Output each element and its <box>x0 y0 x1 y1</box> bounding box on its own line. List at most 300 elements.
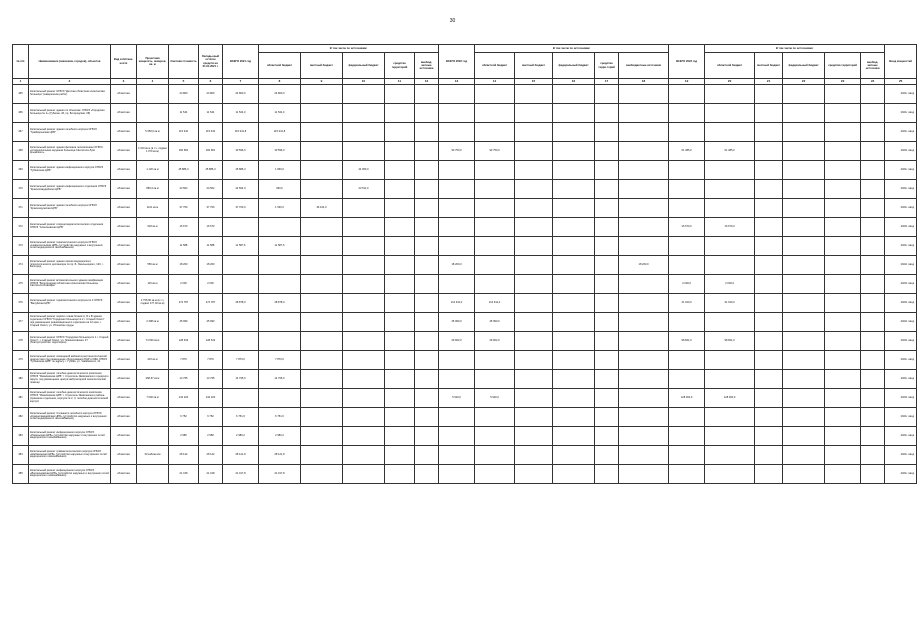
value-l21 <box>301 237 343 256</box>
table-row <box>13 237 917 256</box>
value-f22 <box>553 199 595 218</box>
commissioning-term: 2023г. ввод <box>885 294 917 313</box>
value-tr21 <box>385 427 415 446</box>
value-r22: 29 822,0 <box>475 332 515 351</box>
value-l22 <box>515 180 553 199</box>
value-t22 <box>439 237 475 256</box>
value-r23 <box>705 446 755 465</box>
value-r21: 28 878,0 <box>259 294 301 313</box>
column-number: 17 <box>595 79 619 85</box>
value-nb23 <box>861 427 885 446</box>
value-tr23 <box>825 275 861 294</box>
value-tr23 <box>825 446 861 465</box>
value-l22 <box>515 142 553 161</box>
value-r21: 14 765,0 <box>259 370 301 389</box>
value-t21 <box>223 256 259 275</box>
estimated-cost: 11 588 <box>169 237 199 256</box>
value-nb21 <box>415 389 439 408</box>
value-tr22 <box>595 351 619 370</box>
value-f21 <box>343 465 385 484</box>
table-row <box>13 161 917 180</box>
value-nb22 <box>619 104 669 123</box>
value-t21: 11 544,0 <box>223 104 259 123</box>
value-f22 <box>553 123 595 142</box>
value-f22 <box>553 275 595 294</box>
budget-balance: 14 765 <box>199 370 223 389</box>
value-f23 <box>783 104 825 123</box>
value-f22 <box>553 180 595 199</box>
value-r21 <box>259 275 301 294</box>
value-nb22 <box>619 313 669 332</box>
column-number: 2 <box>29 79 111 85</box>
value-l21 <box>301 218 343 237</box>
commissioning-term: 2021г. ввод <box>885 408 917 427</box>
value-t22 <box>439 199 475 218</box>
value-tr22 <box>595 199 619 218</box>
estimated-cost: 21 018 <box>169 465 199 484</box>
column-number: 6 <box>199 79 223 85</box>
budget-balance: 24 800 <box>199 85 223 104</box>
value-l23 <box>755 237 783 256</box>
object-name: Капитальный ремонт здания инфекционного отделения ОГБУЗ "Красногвардейская ЦРБ" <box>29 180 111 199</box>
row-number: 472 <box>13 218 29 237</box>
estimated-cost: 128 643 <box>169 332 199 351</box>
value-l21 <box>301 332 343 351</box>
value-l21 <box>301 85 343 104</box>
value-tr22 <box>595 218 619 237</box>
value-f23 <box>783 123 825 142</box>
value-tr21 <box>385 446 415 465</box>
value-r21: 30 596,0 <box>259 142 301 161</box>
value-nb21 <box>415 370 439 389</box>
column-number: 19 <box>669 79 705 85</box>
value-nb23 <box>861 275 885 294</box>
value-r21 <box>259 389 301 408</box>
value-tr23 <box>825 351 861 370</box>
value-tr22 <box>595 161 619 180</box>
estimated-cost: 28 122 <box>169 446 199 465</box>
value-nb22 <box>619 180 669 199</box>
value-nb22 <box>619 332 669 351</box>
value-tr22 <box>595 446 619 465</box>
capacity: 1 120 кв.м <box>137 161 169 180</box>
value-f22 <box>553 351 595 370</box>
value-r23 <box>705 161 755 180</box>
value-t23 <box>669 161 705 180</box>
value-tr22 <box>595 85 619 104</box>
value-f23 <box>783 446 825 465</box>
value-nb21 <box>415 332 439 351</box>
commissioning-term: 2021г. ввод <box>885 237 917 256</box>
object-name: Капитальный ремонт здания по объектам: ОГБУЗ «Городская больница № 2» (Губкина, 46, пр. Богородская, 68) <box>29 104 111 123</box>
capacity: 2 398 кв.м <box>137 313 169 332</box>
value-nb21 <box>415 85 439 104</box>
value-t21 <box>223 275 259 294</box>
value-tr23 <box>825 332 861 351</box>
ownership-type: областная <box>111 275 137 294</box>
value-t23: 31 910,0 <box>669 294 705 313</box>
value-tr23 <box>825 370 861 389</box>
row-number: 480 <box>13 370 29 389</box>
budget-balance: 134 220 <box>199 389 223 408</box>
budget-balance: 21 018 <box>199 465 223 484</box>
column-number: 13 <box>439 79 475 85</box>
commissioning-term: 2021г. ввод <box>885 370 917 389</box>
value-r21: 11 587,6 <box>259 237 301 256</box>
value-l23 <box>755 161 783 180</box>
commissioning-term: 2021г. ввод <box>885 104 917 123</box>
value-f21 <box>343 294 385 313</box>
value-t23 <box>669 427 705 446</box>
value-nb21 <box>415 256 439 275</box>
estimated-cost: 24 504 <box>169 180 199 199</box>
commissioning-term: 2021г. ввод <box>885 351 917 370</box>
value-f23 <box>783 256 825 275</box>
value-nb21 <box>415 142 439 161</box>
estimated-cost: 11 544 <box>169 104 199 123</box>
object-name: Капитальный ремонт лечебно-диагностического комплекса ОГБУЗ "Яковлевская ЦРБ" г. Строитель Яковлевского городского округа, под размещение центра амбулаторной онкологической помощи <box>29 370 111 389</box>
ownership-type: областная <box>111 389 137 408</box>
value-tr23 <box>825 389 861 408</box>
table-body <box>13 85 917 484</box>
column-number: 5 <box>169 79 199 85</box>
value-r23 <box>705 256 755 275</box>
capacity <box>137 465 169 484</box>
value-l22 <box>515 389 553 408</box>
value-tr22 <box>595 142 619 161</box>
table-row <box>13 370 917 389</box>
estimated-cost: 16 670 <box>169 218 199 237</box>
value-r23 <box>705 85 755 104</box>
value-nb22: 18 200,0 <box>619 256 669 275</box>
value-l23 <box>755 256 783 275</box>
estimated-cost: 14 765 <box>169 370 199 389</box>
value-t22 <box>439 123 475 142</box>
value-l22 <box>515 199 553 218</box>
value-f22 <box>553 104 595 123</box>
column-number: 23 <box>825 79 861 85</box>
value-t23 <box>669 180 705 199</box>
table-row <box>13 389 917 408</box>
commissioning-term: 2021г. ввод <box>885 199 917 218</box>
value-f21 <box>343 370 385 389</box>
value-l23 <box>755 123 783 142</box>
value-l22 <box>515 123 553 142</box>
object-name: Капитальный ремонт инфекционного корпуса ОГБУЗ «Волоконовская ЦРБ» (устройство наружных и внутренних сетей медицинского газоснабжения) <box>29 465 111 484</box>
value-t22 <box>439 85 475 104</box>
value-t21: 45 886,3 <box>223 161 259 180</box>
group-sources-2021: В том числе по источникам: <box>259 45 439 53</box>
value-nb22 <box>619 465 669 484</box>
value-nb23 <box>861 237 885 256</box>
src-nonbudget-2021: внебюд-жетные источники <box>415 53 439 79</box>
value-nb22 <box>619 446 669 465</box>
row-number: 476 <box>13 294 29 313</box>
value-nb21 <box>415 446 439 465</box>
capacity: 215 кв.м <box>137 351 169 370</box>
value-r23 <box>705 199 755 218</box>
table-row <box>13 313 917 332</box>
value-l22 <box>515 446 553 465</box>
value-r21: 1 536,0 <box>259 199 301 218</box>
value-nb22 <box>619 275 669 294</box>
value-t23 <box>669 465 705 484</box>
value-t22: 18 200,0 <box>439 256 475 275</box>
col-term: Ввод мощностей <box>885 45 917 79</box>
object-name: Капитальный ремонт первого этажа блоков А, Б и В здания отделения ОГБУЗ "Городская больница № 2 г. Старый Оскол" под размещение реанимационного отделения на 12 коек, г. Старый Оскол, ул. Ублинские пруды <box>29 313 111 332</box>
capacity: 618 кв.м <box>137 218 169 237</box>
table-row <box>13 332 917 351</box>
value-r23: 128 300,0 <box>705 389 755 408</box>
row-number: 477 <box>13 313 29 332</box>
value-tr23 <box>825 180 861 199</box>
value-l22 <box>515 351 553 370</box>
value-tr23 <box>825 408 861 427</box>
ownership-type: областная <box>111 237 137 256</box>
table-row <box>13 85 917 104</box>
col-name: Наименование (заказчика, городов), объектов <box>29 45 111 79</box>
value-f23 <box>783 161 825 180</box>
group-sources-2023: В том числе по источникам: <box>705 45 885 53</box>
value-nb21 <box>415 465 439 484</box>
value-l23 <box>755 199 783 218</box>
budget-balance: 2 000 <box>199 275 223 294</box>
value-t22: 90 750,0 <box>439 142 475 161</box>
value-f22 <box>553 218 595 237</box>
value-f23 <box>783 465 825 484</box>
budget-balance: 24 504 <box>199 180 223 199</box>
value-f22 <box>553 465 595 484</box>
value-tr22 <box>595 256 619 275</box>
value-nb22 <box>619 389 669 408</box>
value-t21: 28 121,8 <box>223 446 259 465</box>
table-row <box>13 142 917 161</box>
value-nb21 <box>415 313 439 332</box>
value-nb23 <box>861 142 885 161</box>
row-number: 467 <box>13 123 29 142</box>
value-r23 <box>705 237 755 256</box>
value-nb21 <box>415 427 439 446</box>
table-row <box>13 294 917 313</box>
value-t22 <box>439 218 475 237</box>
col-capacity: Проектная мощность, номеров, кв. м <box>137 45 169 79</box>
col-estimate: Сметная стоимость <box>169 45 199 79</box>
value-r21: 2 980,2 <box>259 427 301 446</box>
column-number: 21 <box>755 79 783 85</box>
value-t22 <box>439 104 475 123</box>
value-l23 <box>755 313 783 332</box>
value-r23: 2 000,0 <box>705 275 755 294</box>
value-r21: 21 017,8 <box>259 465 301 484</box>
value-l21 <box>301 180 343 199</box>
value-f21 <box>343 237 385 256</box>
value-t22 <box>439 370 475 389</box>
value-tr22 <box>595 275 619 294</box>
value-r21: 28 121,8 <box>259 446 301 465</box>
col-total-2023: ВСЕГО 2023 год <box>669 45 705 79</box>
budget-balance: 115 342 <box>199 123 223 142</box>
value-f22 <box>553 237 595 256</box>
value-nb23 <box>861 180 885 199</box>
value-l23 <box>755 427 783 446</box>
value-f22 <box>553 332 595 351</box>
value-nb23 <box>861 313 885 332</box>
value-nb23 <box>861 446 885 465</box>
value-t23 <box>669 256 705 275</box>
value-nb22 <box>619 237 669 256</box>
value-r22: 214 911,0 <box>475 294 515 313</box>
value-r23: 98 821,0 <box>705 332 755 351</box>
budget-balance: 11 588 <box>199 237 223 256</box>
value-f21 <box>343 351 385 370</box>
value-t23 <box>669 85 705 104</box>
table-row <box>13 256 917 275</box>
value-l23 <box>755 218 783 237</box>
value-t22 <box>439 275 475 294</box>
value-nb23 <box>861 389 885 408</box>
value-tr21 <box>385 199 415 218</box>
value-tr21 <box>385 237 415 256</box>
value-t23 <box>669 123 705 142</box>
value-l23 <box>755 142 783 161</box>
value-nb21 <box>415 123 439 142</box>
row-number: 468 <box>13 142 29 161</box>
value-tr22 <box>595 180 619 199</box>
value-l23 <box>755 332 783 351</box>
value-f23 <box>783 389 825 408</box>
value-r21: 1 836,0 <box>259 161 301 180</box>
value-t23: 61 385,0 <box>669 142 705 161</box>
row-number: 465 <box>13 85 29 104</box>
column-number: 22 <box>783 79 825 85</box>
value-nb22 <box>619 161 669 180</box>
column-number: 20 <box>705 79 755 85</box>
value-nb21 <box>415 199 439 218</box>
estimated-cost: 7 870 <box>169 351 199 370</box>
value-l21 <box>301 256 343 275</box>
value-t23 <box>669 408 705 427</box>
table-row <box>13 275 917 294</box>
value-r22 <box>475 237 515 256</box>
value-nb22 <box>619 123 669 142</box>
value-tr21 <box>385 142 415 161</box>
col-owner: Вид собствен-ности <box>111 45 137 79</box>
value-t21: 21 017,8 <box>223 465 259 484</box>
value-nb22 <box>619 199 669 218</box>
object-name: Капитальный ремонт вспомогательного здания газификации ОГБУЗ "Белгородская областная клиническая больница Святителя Иоасафа" <box>29 275 111 294</box>
budget-balance: 28 122 <box>199 446 223 465</box>
object-name: Капитальный ремонт ОГБУЗ "Детская областная клиническая больница" (завершение работ) <box>29 85 111 104</box>
budget-balance: 18 200 <box>199 256 223 275</box>
value-f23 <box>783 142 825 161</box>
object-name: Капитальный ремонт 3-этажного лечебного корпуса ОГБУЗ «Красногвардейская ЦРБ» (устройство наружных и внутренних сетей медицинского газоснабжения) <box>29 408 111 427</box>
value-l21 <box>301 294 343 313</box>
budget-balance: 45 990 <box>199 313 223 332</box>
src-territory-2022: средства терри-торий <box>595 53 619 79</box>
value-l22 <box>515 332 553 351</box>
value-tr22 <box>595 408 619 427</box>
value-r23 <box>705 370 755 389</box>
ownership-type: областная <box>111 408 137 427</box>
value-f22 <box>553 313 595 332</box>
column-number: 12 <box>415 79 439 85</box>
value-nb23 <box>861 161 885 180</box>
value-r22: 5 920,0 <box>475 389 515 408</box>
value-l22 <box>515 104 553 123</box>
capacity: 30 кабинетов <box>137 446 169 465</box>
value-f21 <box>343 123 385 142</box>
src-regional-2023: областной бюджет <box>705 53 755 79</box>
ownership-type: областная <box>111 465 137 484</box>
value-l21 <box>301 408 343 427</box>
value-l21 <box>301 370 343 389</box>
value-t22: 5 920,0 <box>439 389 475 408</box>
object-name: Капитальный ремонт помещений кабинета рентгенологической диагностики под размещение оборудования ПЦР и ИФА ОГБУЗ "Губкинская ЦРБ" по адресу: г. Губкин, ул. Чайковского, 21 <box>29 351 111 370</box>
value-nb22 <box>619 351 669 370</box>
value-l21 <box>301 313 343 332</box>
value-r22 <box>475 123 515 142</box>
estimated-cost: 134 220 <box>169 389 199 408</box>
src-nonbudget-2022: внебюджетные источники <box>619 53 669 79</box>
object-name: Капитальный ремонт здания лечебного корпуса ОГБУЗ "Краснояружская ЦРБ" <box>29 199 111 218</box>
value-l22 <box>515 256 553 275</box>
value-f23 <box>783 351 825 370</box>
value-tr22 <box>595 313 619 332</box>
value-tr21 <box>385 313 415 332</box>
col-budget: Оклады-вый остаток средств на 01.01.2021 г. <box>199 45 223 79</box>
column-number: 14 <box>475 79 515 85</box>
value-r21: 7 870,0 <box>259 351 301 370</box>
estimated-cost: 37 700 <box>169 199 199 218</box>
ownership-type: областная <box>111 370 137 389</box>
value-nb21 <box>415 218 439 237</box>
value-r21 <box>259 332 301 351</box>
value-tr23 <box>825 104 861 123</box>
column-number: 18 <box>619 79 669 85</box>
commissioning-term: 2021г. ввод <box>885 446 917 465</box>
value-f21 <box>343 275 385 294</box>
value-t22 <box>439 427 475 446</box>
value-nb21 <box>415 294 439 313</box>
object-name: Капитальный ремонт травматологического корпуса ОГБУЗ «Шебекинская ЦРБ» (устройство наружных и внутренних сетей медицинского газоснабжения) <box>29 446 111 465</box>
value-t21 <box>223 332 259 351</box>
page-number: 30 <box>449 18 456 24</box>
object-name: Капитальный ремонт инфекционного корпуса ОГБУЗ «Ровеньская ЦРБ» (устройство наружных и внутренних сетей медицинского газоснабжения) <box>29 427 111 446</box>
row-number: 469 <box>13 161 29 180</box>
value-tr22 <box>595 427 619 446</box>
value-l21 <box>301 104 343 123</box>
value-f21 <box>343 389 385 408</box>
budget-balance: 7 870 <box>199 351 223 370</box>
ownership-type: областная <box>111 218 137 237</box>
value-tr22 <box>595 294 619 313</box>
src-federal-2022: федеральный бюджет <box>553 53 595 79</box>
value-l23 <box>755 370 783 389</box>
commissioning-term: 2021г. ввод <box>885 180 917 199</box>
value-t23: 98 821,0 <box>669 332 705 351</box>
value-l23 <box>755 389 783 408</box>
value-nb23 <box>861 370 885 389</box>
value-l23 <box>755 351 783 370</box>
ownership-type: областная <box>111 332 137 351</box>
group-sources-2022: В том числе по источникам: <box>475 45 669 53</box>
object-name: Капитальный ремонт здания лечебного корпуса ОГБУЗ "Грайворонская ЦРБ" <box>29 123 111 142</box>
column-number: 24 <box>861 79 885 85</box>
commissioning-term: 2021г. ввод <box>885 427 917 446</box>
value-nb23 <box>861 465 885 484</box>
value-tr23 <box>825 465 861 484</box>
column-number: 7 <box>223 79 259 85</box>
